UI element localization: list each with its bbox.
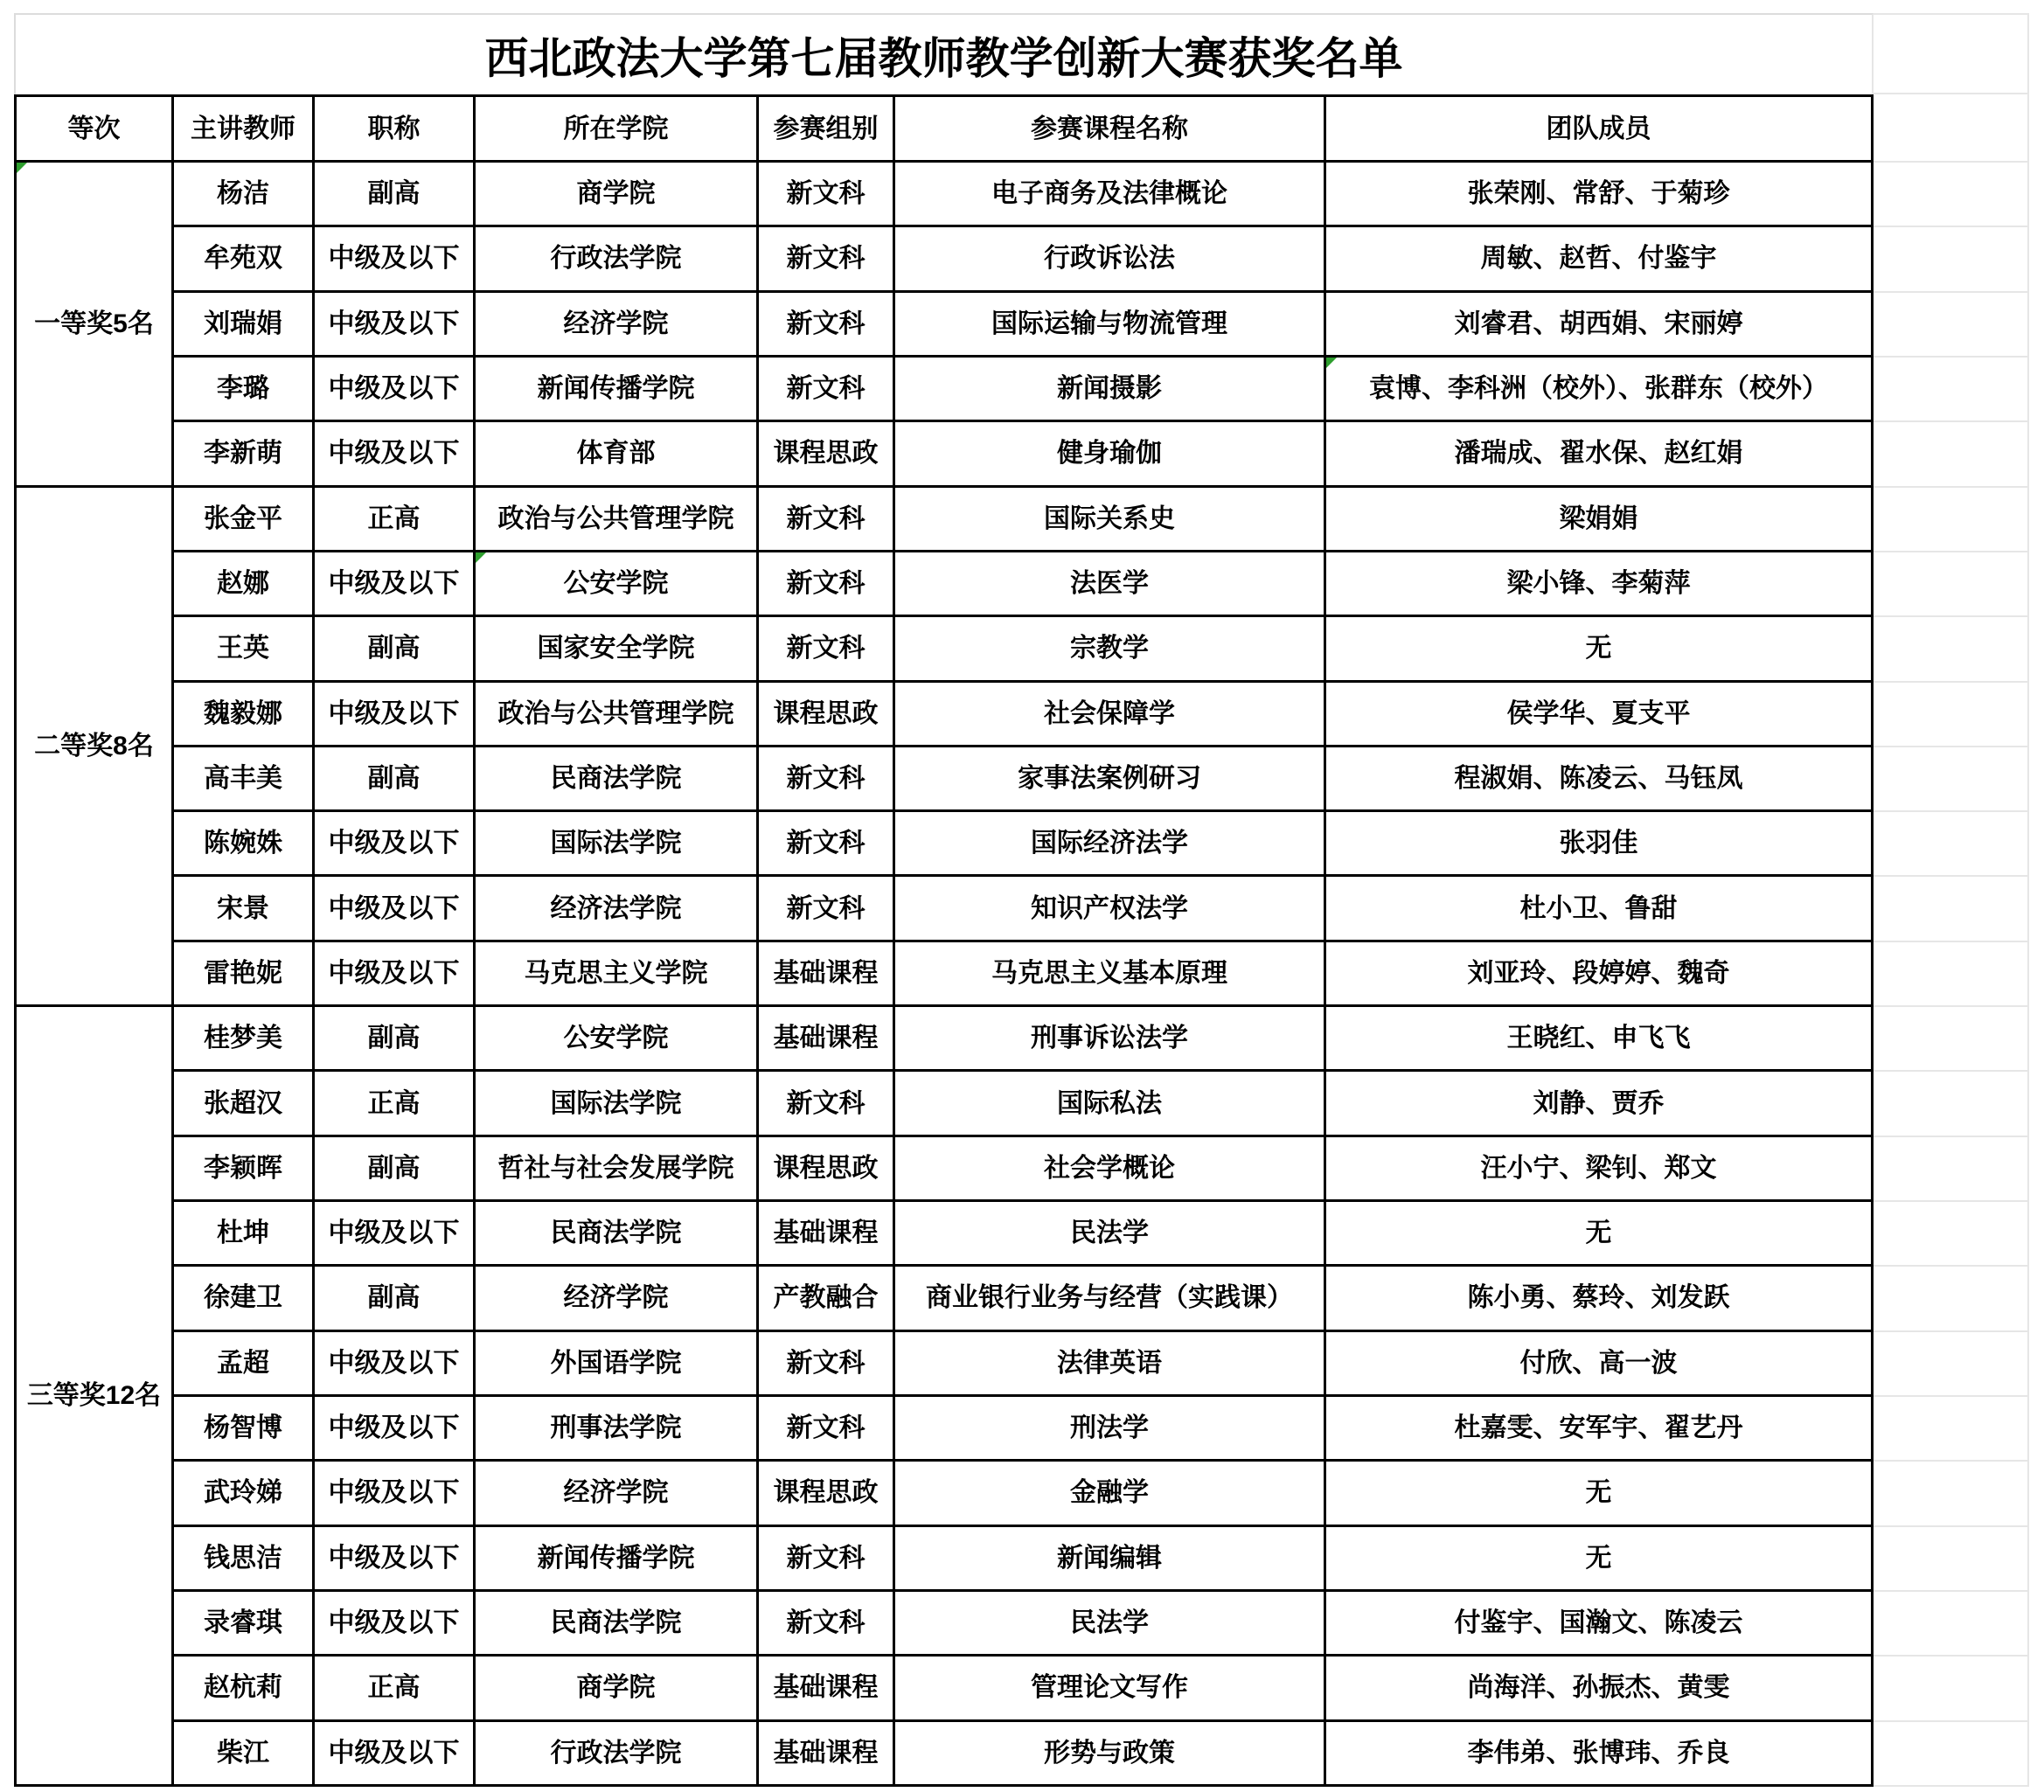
empty-grid-cell[interactable] — [1874, 358, 2029, 422]
group-cell[interactable]: 新文科 — [759, 1592, 895, 1657]
course-cell[interactable]: 电子商务及法律概论 — [895, 163, 1326, 227]
empty-grid-cell[interactable] — [1874, 617, 2029, 682]
teacher-cell[interactable]: 李新萌 — [174, 422, 315, 487]
group-cell[interactable]: 新文科 — [759, 552, 895, 617]
empty-grid-cell[interactable] — [1874, 163, 2029, 227]
job-title-cell[interactable]: 中级及以下 — [315, 1462, 476, 1526]
college-cell[interactable]: 哲社与社会发展学院 — [476, 1137, 759, 1202]
group-cell[interactable]: 新文科 — [759, 163, 895, 227]
course-cell[interactable]: 国际经济法学 — [895, 812, 1326, 877]
team-cell[interactable]: 梁小锋、李菊萍 — [1326, 552, 1874, 617]
column-header-5: 参赛课程名称 — [895, 94, 1326, 163]
course-cell[interactable]: 宗教学 — [895, 617, 1326, 682]
empty-grid-cell[interactable] — [1874, 1592, 2029, 1657]
group-cell[interactable]: 新文科 — [759, 747, 895, 812]
teacher-cell[interactable]: 杨洁 — [174, 163, 315, 227]
college-cell[interactable]: 民商法学院 — [476, 1592, 759, 1657]
group-cell[interactable]: 新文科 — [759, 1072, 895, 1136]
job-title-cell[interactable]: 中级及以下 — [315, 227, 476, 292]
teacher-cell[interactable]: 录睿琪 — [174, 1592, 315, 1657]
empty-grid-cell[interactable] — [1874, 683, 2029, 747]
empty-grid-cell[interactable] — [1874, 488, 2029, 552]
team-cell[interactable]: 张羽佳 — [1326, 812, 1874, 877]
job-title-cell[interactable]: 中级及以下 — [315, 877, 476, 941]
college-cell[interactable]: 体育部 — [476, 422, 759, 487]
course-cell[interactable]: 知识产权法学 — [895, 877, 1326, 941]
job-title-cell[interactable]: 副高 — [315, 1137, 476, 1202]
job-title-cell[interactable]: 中级及以下 — [315, 1722, 476, 1787]
team-cell[interactable]: 付鉴宇、国瀚文、陈凌云 — [1326, 1592, 1874, 1657]
group-cell[interactable]: 基础课程 — [759, 1007, 895, 1072]
job-title-cell[interactable]: 中级及以下 — [315, 942, 476, 1007]
group-cell[interactable]: 基础课程 — [759, 1657, 895, 1721]
empty-grid-cell[interactable] — [1874, 13, 2029, 94]
course-cell[interactable]: 形势与政策 — [895, 1722, 1326, 1787]
group-cell[interactable]: 产教融合 — [759, 1267, 895, 1331]
group-cell[interactable]: 基础课程 — [759, 1722, 895, 1787]
empty-grid-cell[interactable] — [1874, 94, 2029, 163]
job-title-cell[interactable]: 副高 — [315, 747, 476, 812]
team-cell[interactable]: 李伟弟、张博玮、乔良 — [1326, 1722, 1874, 1787]
college-cell[interactable]: 政治与公共管理学院 — [476, 488, 759, 552]
teacher-cell[interactable]: 宋景 — [174, 877, 315, 941]
rank-cell[interactable]: 三等奖12名 — [14, 1007, 174, 1787]
group-cell[interactable]: 新文科 — [759, 1397, 895, 1462]
job-title-cell[interactable]: 中级及以下 — [315, 1202, 476, 1267]
group-cell[interactable]: 基础课程 — [759, 1202, 895, 1267]
team-cell[interactable]: 无 — [1326, 617, 1874, 682]
job-title-cell[interactable]: 中级及以下 — [315, 422, 476, 487]
group-cell[interactable]: 新文科 — [759, 1527, 895, 1592]
course-cell[interactable]: 社会保障学 — [895, 683, 1326, 747]
group-cell[interactable]: 课程思政 — [759, 422, 895, 487]
teacher-cell[interactable]: 杜坤 — [174, 1202, 315, 1267]
teacher-cell[interactable]: 徐建卫 — [174, 1267, 315, 1331]
course-cell[interactable]: 管理论文写作 — [895, 1657, 1326, 1721]
teacher-cell[interactable]: 王英 — [174, 617, 315, 682]
empty-grid-cell[interactable] — [1874, 877, 2029, 941]
column-header-2: 职称 — [315, 94, 476, 163]
group-cell[interactable]: 新文科 — [759, 1332, 895, 1397]
column-header-6: 团队成员 — [1326, 94, 1874, 163]
group-cell[interactable]: 新文科 — [759, 617, 895, 682]
group-cell[interactable]: 新文科 — [759, 358, 895, 422]
course-cell[interactable]: 商业银行业务与经营（实践课） — [895, 1267, 1326, 1331]
group-cell[interactable]: 新文科 — [759, 227, 895, 292]
teacher-cell[interactable]: 牟苑双 — [174, 227, 315, 292]
empty-grid-cell[interactable] — [1874, 942, 2029, 1007]
college-cell[interactable]: 国际法学院 — [476, 812, 759, 877]
job-title-cell[interactable]: 正高 — [315, 1072, 476, 1136]
teacher-cell[interactable]: 武玲娣 — [174, 1462, 315, 1526]
team-cell[interactable]: 无 — [1326, 1202, 1874, 1267]
college-cell[interactable]: 民商法学院 — [476, 747, 759, 812]
course-cell[interactable]: 刑事诉讼法学 — [895, 1007, 1326, 1072]
rank-cell[interactable]: 一等奖5名 — [14, 163, 174, 488]
course-cell[interactable]: 新闻摄影 — [895, 358, 1326, 422]
course-cell[interactable]: 刑法学 — [895, 1397, 1326, 1462]
college-cell[interactable]: 行政法学院 — [476, 1722, 759, 1787]
job-title-cell[interactable]: 中级及以下 — [315, 358, 476, 422]
course-cell[interactable]: 新闻编辑 — [895, 1527, 1326, 1592]
job-title-cell[interactable]: 副高 — [315, 1007, 476, 1072]
course-cell[interactable]: 行政诉讼法 — [895, 227, 1326, 292]
empty-grid-cell[interactable] — [1874, 422, 2029, 487]
college-cell[interactable]: 经济学院 — [476, 293, 759, 358]
job-title-cell[interactable]: 中级及以下 — [315, 552, 476, 617]
teacher-cell[interactable]: 杨智博 — [174, 1397, 315, 1462]
teacher-cell[interactable]: 张金平 — [174, 488, 315, 552]
team-cell[interactable]: 杜嘉雯、安军宇、翟艺丹 — [1326, 1397, 1874, 1462]
empty-grid-cell[interactable] — [1874, 747, 2029, 812]
empty-grid-cell[interactable] — [1874, 1527, 2029, 1592]
team-cell[interactable]: 潘瑞成、翟水保、赵红娟 — [1326, 422, 1874, 487]
empty-grid-cell[interactable] — [1874, 1137, 2029, 1202]
group-cell[interactable]: 课程思政 — [759, 1137, 895, 1202]
college-cell[interactable]: 商学院 — [476, 1657, 759, 1721]
team-cell[interactable]: 周敏、赵哲、付鉴宇 — [1326, 227, 1874, 292]
team-cell[interactable]: 侯学华、夏支平 — [1326, 683, 1874, 747]
course-cell[interactable]: 法医学 — [895, 552, 1326, 617]
awards-table — [14, 13, 2029, 1787]
cell-error-marker-icon — [1326, 358, 1337, 368]
course-cell[interactable]: 金融学 — [895, 1462, 1326, 1526]
college-cell[interactable]: 新闻传播学院 — [476, 1527, 759, 1592]
empty-grid-cell[interactable] — [1874, 1202, 2029, 1267]
course-cell[interactable]: 健身瑜伽 — [895, 422, 1326, 487]
job-title-cell[interactable]: 正高 — [315, 1657, 476, 1721]
team-cell[interactable]: 陈小勇、蔡玲、刘发跃 — [1326, 1267, 1874, 1331]
college-cell[interactable]: 外国语学院 — [476, 1332, 759, 1397]
teacher-cell[interactable]: 刘瑞娟 — [174, 293, 315, 358]
rank-cell[interactable]: 二等奖8名 — [14, 488, 174, 1008]
column-header-4: 参赛组别 — [759, 94, 895, 163]
job-title-cell[interactable]: 中级及以下 — [315, 1527, 476, 1592]
job-title-cell[interactable]: 中级及以下 — [315, 812, 476, 877]
column-header-0: 等次 — [14, 94, 174, 163]
teacher-cell[interactable]: 桂梦美 — [174, 1007, 315, 1072]
job-title-cell[interactable]: 正高 — [315, 488, 476, 552]
empty-grid-cell[interactable] — [1874, 1722, 2029, 1787]
team-cell[interactable]: 刘睿君、胡西娟、宋丽婷 — [1326, 293, 1874, 358]
group-cell[interactable]: 新文科 — [759, 488, 895, 552]
college-cell[interactable]: 经济学院 — [476, 1267, 759, 1331]
cell-error-marker-icon — [17, 163, 27, 173]
team-cell[interactable]: 刘亚玲、段婷婷、魏奇 — [1326, 942, 1874, 1007]
college-cell[interactable]: 民商法学院 — [476, 1202, 759, 1267]
job-title-cell[interactable]: 副高 — [315, 163, 476, 227]
teacher-cell[interactable]: 魏毅娜 — [174, 683, 315, 747]
job-title-cell[interactable]: 副高 — [315, 1267, 476, 1331]
college-cell[interactable]: 公安学院 — [476, 552, 759, 617]
job-title-cell[interactable]: 中级及以下 — [315, 1397, 476, 1462]
empty-grid-cell[interactable] — [1874, 293, 2029, 358]
college-cell[interactable]: 国际法学院 — [476, 1072, 759, 1136]
college-cell[interactable]: 国家安全学院 — [476, 617, 759, 682]
team-cell[interactable]: 付欣、高一波 — [1326, 1332, 1874, 1397]
group-cell[interactable]: 课程思政 — [759, 683, 895, 747]
teacher-cell[interactable]: 雷艳妮 — [174, 942, 315, 1007]
job-title-cell[interactable]: 副高 — [315, 617, 476, 682]
course-cell[interactable]: 民法学 — [895, 1592, 1326, 1657]
empty-grid-cell[interactable] — [1874, 1657, 2029, 1721]
team-cell[interactable]: 尚海洋、孙振杰、黄雯 — [1326, 1657, 1874, 1721]
college-cell[interactable]: 经济法学院 — [476, 877, 759, 941]
team-cell[interactable]: 刘静、贾乔 — [1326, 1072, 1874, 1136]
course-cell[interactable]: 民法学 — [895, 1202, 1326, 1267]
college-cell[interactable]: 马克思主义学院 — [476, 942, 759, 1007]
college-cell[interactable]: 刑事法学院 — [476, 1397, 759, 1462]
group-cell[interactable]: 新文科 — [759, 293, 895, 358]
empty-grid-cell[interactable] — [1874, 1007, 2029, 1072]
team-cell[interactable]: 无 — [1326, 1462, 1874, 1526]
empty-grid-cell[interactable] — [1874, 227, 2029, 292]
teacher-cell[interactable]: 李颖晖 — [174, 1137, 315, 1202]
group-cell[interactable]: 基础课程 — [759, 942, 895, 1007]
team-cell[interactable]: 杜小卫、鲁甜 — [1326, 877, 1874, 941]
course-cell[interactable]: 国际关系史 — [895, 488, 1326, 552]
empty-grid-cell[interactable] — [1874, 1072, 2029, 1136]
column-header-3: 所在学院 — [476, 94, 759, 163]
course-cell[interactable]: 社会学概论 — [895, 1137, 1326, 1202]
college-cell[interactable]: 新闻传播学院 — [476, 358, 759, 422]
group-cell[interactable]: 新文科 — [759, 812, 895, 877]
job-title-cell[interactable]: 中级及以下 — [315, 293, 476, 358]
team-cell[interactable]: 无 — [1326, 1527, 1874, 1592]
college-cell[interactable]: 公安学院 — [476, 1007, 759, 1072]
course-cell[interactable]: 国际私法 — [895, 1072, 1326, 1136]
teacher-cell[interactable]: 柴江 — [174, 1722, 315, 1787]
sheet-title-cell[interactable]: 西北政法大学第七届教师教学创新大赛获奖名单 — [14, 13, 1874, 94]
team-cell[interactable]: 王晓红、申飞飞 — [1326, 1007, 1874, 1072]
cell-error-marker-icon — [476, 552, 486, 563]
empty-grid-cell[interactable] — [1874, 1267, 2029, 1331]
team-cell[interactable]: 梁娟娟 — [1326, 488, 1874, 552]
teacher-cell[interactable]: 陈婉姝 — [174, 812, 315, 877]
team-cell[interactable]: 汪小宁、梁钊、郑文 — [1326, 1137, 1874, 1202]
teacher-cell[interactable]: 李璐 — [174, 358, 315, 422]
college-cell[interactable]: 商学院 — [476, 163, 759, 227]
empty-grid-cell[interactable] — [1874, 1332, 2029, 1397]
job-title-cell[interactable]: 中级及以下 — [315, 1332, 476, 1397]
empty-grid-cell[interactable] — [1874, 812, 2029, 877]
group-cell[interactable]: 新文科 — [759, 877, 895, 941]
teacher-cell[interactable]: 张超汉 — [174, 1072, 315, 1136]
course-cell[interactable]: 马克思主义基本原理 — [895, 942, 1326, 1007]
job-title-cell[interactable]: 中级及以下 — [315, 1592, 476, 1657]
teacher-cell[interactable]: 孟超 — [174, 1332, 315, 1397]
group-cell[interactable]: 课程思政 — [759, 1462, 895, 1526]
course-cell[interactable]: 国际运输与物流管理 — [895, 293, 1326, 358]
teacher-cell[interactable]: 赵娜 — [174, 552, 315, 617]
team-cell[interactable]: 程淑娟、陈凌云、马钰凤 — [1326, 747, 1874, 812]
college-cell[interactable]: 经济学院 — [476, 1462, 759, 1526]
college-cell[interactable]: 政治与公共管理学院 — [476, 683, 759, 747]
empty-grid-cell[interactable] — [1874, 1397, 2029, 1462]
teacher-cell[interactable]: 高丰美 — [174, 747, 315, 812]
course-cell[interactable]: 法律英语 — [895, 1332, 1326, 1397]
teacher-cell[interactable]: 钱思洁 — [174, 1527, 315, 1592]
course-cell[interactable]: 家事法案例研习 — [895, 747, 1326, 812]
college-cell[interactable]: 行政法学院 — [476, 227, 759, 292]
team-cell[interactable]: 张荣刚、常舒、于菊珍 — [1326, 163, 1874, 227]
empty-grid-cell[interactable] — [1874, 1462, 2029, 1526]
empty-grid-cell[interactable] — [1874, 552, 2029, 617]
team-cell[interactable]: 袁博、李科洲（校外）、张群东（校外） — [1326, 358, 1874, 422]
job-title-cell[interactable]: 中级及以下 — [315, 683, 476, 747]
column-header-1: 主讲教师 — [174, 94, 315, 163]
teacher-cell[interactable]: 赵杭莉 — [174, 1657, 315, 1721]
